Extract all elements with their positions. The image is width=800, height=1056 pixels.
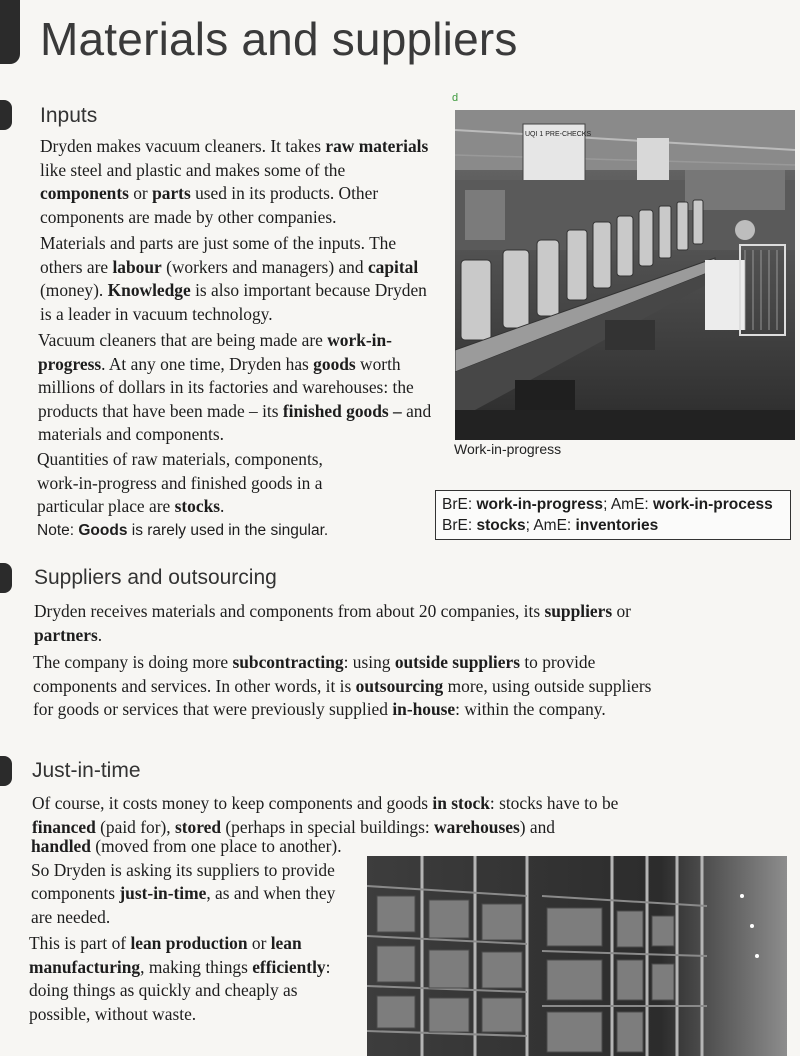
section-c-heading: Just-in-time: [32, 759, 141, 782]
note-text: Note: Goods is rarely used in the singular.: [37, 522, 329, 539]
terminology-box: [435, 490, 791, 540]
marker-d: d: [452, 92, 459, 104]
section-b-paragraph-1: Dryden receives materials and components from about 20 companies, its suppliers or partners.: [34, 601, 631, 645]
factory-photo: [455, 110, 795, 440]
terminology-line-1: BrE: work-in-progress; AmE: work-in-process: [442, 496, 773, 513]
section-c-paragraph-1-top: Of course, it costs money to keep components and goods in stock: stocks have to be financed (paid for), stored (perhaps in special buildings: warehouses) and: [32, 793, 619, 837]
warehouse-photo: [367, 856, 787, 1056]
section-b-heading: Suppliers and outsourcing: [34, 566, 277, 589]
section-c-tab: [0, 756, 12, 786]
photo-sign: UQI 1 PRE-CHECKS: [525, 131, 592, 138]
section-a-tab: [0, 100, 12, 130]
section-a-heading: Inputs: [40, 104, 98, 127]
section-a-paragraph-1: Dryden makes vacuum cleaners. It takes raw materials like steel and plastic and makes some of the components or parts used in its products. Other components are made by other companies.: [40, 136, 429, 227]
section-c-paragraph-2: This is part of lean production or lean manufacturing, making things efficiently: doing things as quickly and cheaply as possible, without waste.: [29, 933, 331, 1024]
unit-tab: [0, 0, 20, 64]
photo-caption: Work-in-progress: [454, 441, 562, 457]
page-title: Materials and suppliers: [40, 13, 518, 65]
section-c-paragraph-1-bottom: handled (moved from one place to another). So Dryden is asking its suppliers to provide components just-in-time, as and when they are needed.: [31, 836, 342, 927]
section-a-paragraph-2: Materials and parts are just some of the inputs. The others are labour (workers and managers) and capital (money). Knowledge is also important because Dryden is a leader in vacuum technology.: [40, 233, 427, 324]
section-b-tab: [0, 563, 12, 593]
terminology-line-2: BrE: stocks; AmE: inventories: [442, 517, 659, 534]
section-b-paragraph-2: The company is doing more subcontracting: using outside suppliers to provide components and services. In other words, it is outsourcing more, using outside suppliers for goods or services that were previously supplied in-house: within the company.: [33, 652, 652, 719]
section-a-paragraph-4: Quantities of raw materials, components, work-in-progress and finished goods in a particular place are stocks.: [37, 449, 323, 516]
section-a-paragraph-3: Vacuum cleaners that are being made are work-in-progress. At any one time, Dryden has goods worth millions of dollars in its factories and warehouses: the products that have been made – its finished goods – and materials and components.: [38, 330, 432, 444]
